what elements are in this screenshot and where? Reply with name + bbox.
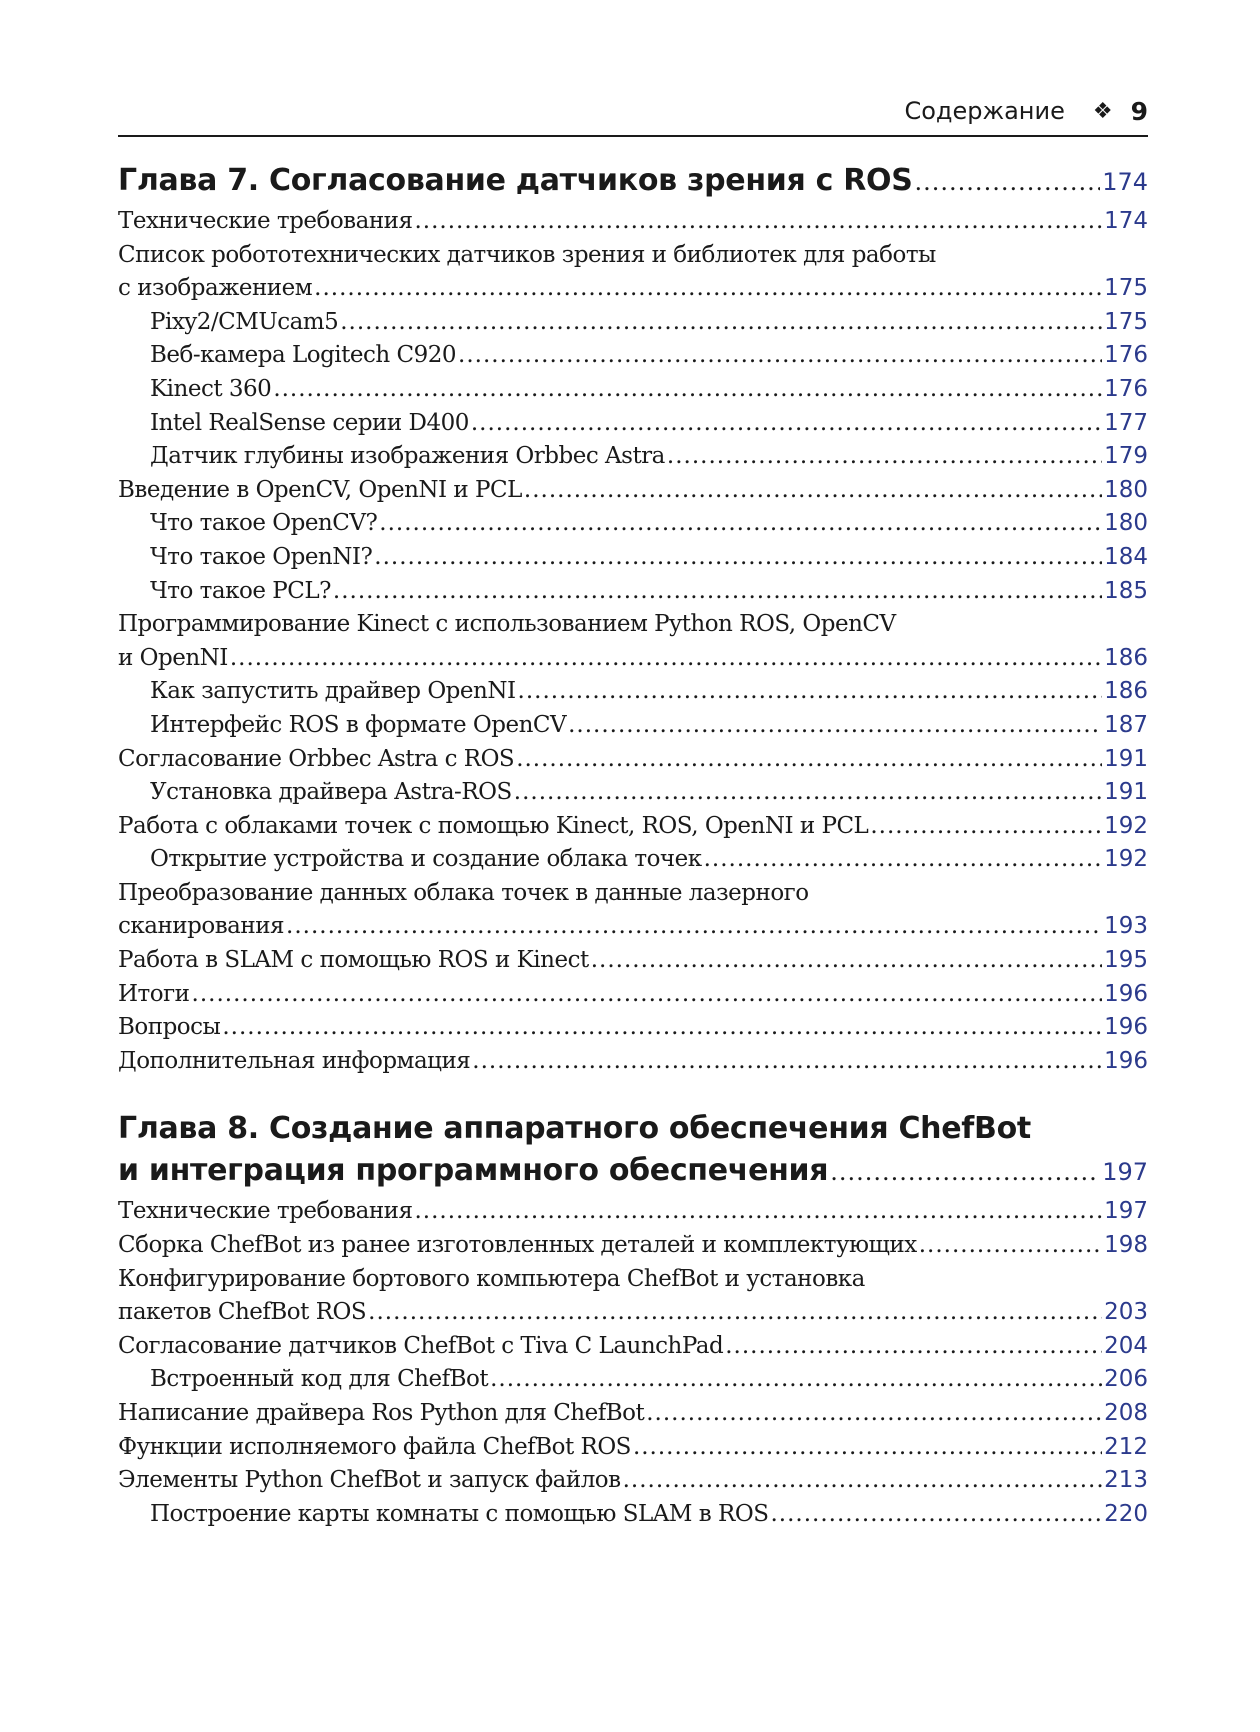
chapter-title: Глава 8. Создание аппаратного обеспечения ChefBot [118, 1111, 1031, 1147]
entry-row [118, 1045, 1148, 1079]
entry-page-number: 197 [1104, 1198, 1148, 1225]
entry-row [118, 474, 1148, 508]
entry-page-number: 206 [1104, 1366, 1148, 1393]
toc-entry[interactable] [118, 507, 1148, 541]
entry-row [118, 944, 1148, 978]
dot-leader [830, 1151, 1100, 1193]
entry-page-number: 193 [1104, 913, 1148, 940]
toc-entry[interactable] [118, 474, 1148, 508]
toc-entry[interactable] [118, 810, 1148, 844]
toc-entry[interactable] [118, 743, 1148, 777]
entry-row [118, 1229, 1148, 1263]
entry-row [118, 1498, 1148, 1532]
entry-page-number: 174 [1104, 208, 1148, 234]
entry-title: Работа с облаками точек с помощью Kinect, ROS, OpenNI и PCL [118, 812, 869, 839]
entry-page-number: 186 [1104, 678, 1148, 705]
dot-leader [514, 776, 1102, 810]
toc-entry[interactable] [118, 675, 1148, 709]
toc-entry[interactable] [118, 1263, 1148, 1330]
dot-leader [568, 709, 1102, 743]
entry-page-number: 180 [1104, 510, 1148, 537]
entry-row [118, 843, 1148, 877]
entry-page-number: 203 [1104, 1299, 1148, 1326]
dot-leader [379, 507, 1102, 541]
entry-row [118, 709, 1148, 743]
entry-title: Установка драйвера Astra-ROS [150, 779, 512, 806]
entry-page-number: 179 [1104, 443, 1148, 470]
toc-entry[interactable] [118, 407, 1148, 441]
entry-title: Что такое OpenNI? [150, 543, 373, 570]
entry-page-number: 198 [1104, 1232, 1148, 1259]
entry-page-number: 186 [1104, 644, 1148, 671]
entry-title: Что такое OpenCV? [150, 510, 378, 537]
entry-title: Открытие устройства и создание облака точек [150, 846, 702, 873]
entry-page-number: 177 [1104, 409, 1148, 436]
entry-title: Преобразование данных облака точек в данные лазерного [118, 879, 809, 906]
toc-entry[interactable] [118, 877, 1148, 944]
entry-row [118, 1011, 1148, 1045]
entry-page-number: 196 [1104, 1047, 1148, 1074]
entry-row [118, 743, 1148, 777]
entry-row [118, 373, 1148, 407]
entry-title: Итоги [118, 980, 190, 1007]
entry-page-number: 187 [1104, 711, 1148, 738]
entry-title: Введение в OpenCV, OpenNI и PCL [118, 476, 522, 503]
entry-row [118, 675, 1148, 709]
entry-title: Веб-камера Logitech C920 [150, 342, 457, 369]
chapter-title: Глава 7. Согласование датчиков зрения с ROS [118, 163, 913, 198]
entry-title: Kinect 360 [150, 375, 272, 402]
entry-row [118, 1195, 1148, 1229]
entry-page-number: 184 [1104, 543, 1148, 570]
entry-title: Датчик глубины изображения Orbbec Astra [150, 443, 665, 470]
dot-leader [524, 474, 1102, 508]
entry-title: Как запустить драйвер OpenNI [150, 678, 516, 705]
page-number: 9 [1130, 96, 1148, 126]
entry-title: Функции исполняемого файла ChefBot ROS [118, 1433, 631, 1460]
dot-leader [471, 407, 1102, 441]
section-title: Содержание [904, 97, 1065, 125]
entry-page-number: 192 [1104, 812, 1148, 839]
entry-title: Программирование Kinect с использованием Python ROS, OpenCV [118, 611, 896, 638]
dot-leader [704, 843, 1102, 877]
entry-title: Построение карты комнаты с помощью SLAM в ROS [150, 1500, 769, 1527]
entry-title: Список робототехнических датчиков зрения и библиотек для работы [118, 241, 936, 268]
entry-page-number: 220 [1104, 1500, 1148, 1527]
header-rule [118, 135, 1148, 137]
toc-entry[interactable] [118, 1195, 1148, 1229]
entry-page-number: 180 [1104, 476, 1148, 503]
toc-entry[interactable] [118, 776, 1148, 810]
dot-leader [915, 161, 1101, 203]
entry-row [118, 1397, 1148, 1431]
chapter-section [118, 160, 1148, 1078]
chapter-page-number: 174 [1102, 168, 1148, 196]
chapter-page-number: 197 [1102, 1158, 1148, 1187]
entry-page-number: 195 [1104, 947, 1148, 974]
entry-page-number: 185 [1104, 577, 1148, 604]
entry-title: Написание драйвера Ros Python для ChefBot [118, 1400, 645, 1426]
toc-entry[interactable] [118, 1397, 1148, 1431]
toc-entry[interactable] [118, 978, 1148, 1012]
toc-entry[interactable] [118, 1330, 1148, 1364]
toc-entry[interactable] [118, 608, 1148, 675]
entry-page-number: 196 [1104, 1014, 1148, 1041]
entry-title: Согласование датчиков ChefBot с Tiva C LaunchPad [118, 1332, 724, 1359]
entry-row [118, 205, 1148, 239]
dot-leader [870, 810, 1102, 844]
dot-leader [415, 1195, 1103, 1229]
dot-leader [333, 575, 1102, 609]
dot-leader [646, 1397, 1102, 1431]
entry-page-number: 176 [1104, 375, 1148, 402]
dot-leader [222, 1011, 1102, 1045]
entry-page-number: 176 [1104, 342, 1148, 369]
entry-page-number: 192 [1104, 846, 1148, 873]
toc-entry[interactable] [118, 1045, 1148, 1079]
entry-row [118, 1464, 1148, 1498]
toc-entry[interactable] [118, 541, 1148, 575]
entry-row [118, 306, 1148, 340]
entry-title: Элементы Python ChefBot и запуск файлов [118, 1467, 621, 1494]
entry-row [118, 407, 1148, 441]
entry-title: Конфигурирование бортового компьютера ChefBot и установка [118, 1265, 865, 1292]
entry-page-number: 175 [1104, 275, 1148, 302]
entry-title: Pixy2/CMUcam5 [150, 308, 339, 335]
dot-leader [919, 1229, 1102, 1263]
dot-leader [633, 1431, 1102, 1465]
dot-leader [192, 978, 1103, 1012]
entry-row [118, 910, 1148, 944]
dot-leader [591, 944, 1102, 978]
running-header [118, 90, 1148, 132]
toc-entry[interactable] [118, 1431, 1148, 1465]
toc-entry[interactable] [118, 205, 1148, 239]
entry-row [118, 1431, 1148, 1465]
toc-entry[interactable] [118, 709, 1148, 743]
toc-entry[interactable] [118, 306, 1148, 340]
dot-leader [286, 910, 1102, 944]
toc-entry[interactable] [118, 1464, 1148, 1498]
entry-title: с изображением [118, 275, 313, 302]
dot-leader [770, 1498, 1102, 1532]
chapter-heading[interactable] [118, 160, 1148, 203]
entry-page-number: 208 [1104, 1400, 1148, 1426]
toc-entry[interactable] [118, 575, 1148, 609]
entry-page-number: 175 [1104, 308, 1148, 335]
dot-leader [340, 306, 1102, 340]
toc-entry[interactable] [118, 373, 1148, 407]
entry-title: Интерфейс ROS в формате OpenCV [150, 711, 567, 738]
chapter-section [118, 1108, 1148, 1531]
entry-title: Вопросы [118, 1014, 221, 1041]
dot-leader [667, 440, 1102, 474]
dot-leader [725, 1330, 1102, 1364]
entry-page-number: 204 [1104, 1332, 1148, 1359]
toc-entry[interactable] [118, 1011, 1148, 1045]
entry-row [118, 575, 1148, 609]
toc-entry[interactable] [118, 1363, 1148, 1397]
entry-page-number: 191 [1104, 779, 1148, 806]
dot-leader [415, 205, 1103, 239]
entry-row [118, 810, 1148, 844]
dot-leader [623, 1464, 1102, 1498]
toc-entry[interactable] [118, 1498, 1148, 1532]
toc-entry[interactable] [118, 440, 1148, 474]
entry-title: Intel RealSense серии D400 [150, 409, 469, 436]
dot-leader [368, 1296, 1102, 1330]
entry-row [118, 978, 1148, 1012]
dot-leader [490, 1363, 1102, 1397]
table-of-contents [118, 160, 1148, 1531]
ornament-icon: ❖ [1092, 98, 1113, 124]
entry-title: Работа в SLAM с помощью ROS и Kinect [118, 947, 589, 974]
entry-row [118, 541, 1148, 575]
entry-page-number: 191 [1104, 745, 1148, 772]
entry-title: Технические требования [118, 208, 413, 234]
toc-entry[interactable] [118, 1229, 1148, 1263]
dot-leader [314, 272, 1102, 306]
entry-title: пакетов ChefBot ROS [118, 1299, 367, 1326]
entry-row [118, 1296, 1148, 1330]
dot-leader [374, 541, 1102, 575]
toc-entry[interactable] [118, 239, 1148, 306]
dot-leader [518, 675, 1103, 709]
dot-leader [472, 1045, 1102, 1079]
entry-title: Что такое PCL? [150, 577, 331, 604]
entry-row [118, 776, 1148, 810]
entry-title: Сборка ChefBot из ранее изготовленных деталей и комплектующих [118, 1232, 917, 1259]
entry-page-number: 213 [1104, 1467, 1148, 1494]
chapter-heading[interactable] [118, 1150, 1148, 1193]
entry-title: и OpenNI [118, 644, 228, 671]
entry-title: сканирования [118, 913, 285, 940]
dot-leader [516, 743, 1102, 777]
dot-leader [273, 373, 1102, 407]
entry-row [118, 1330, 1148, 1364]
entry-row [118, 1363, 1148, 1397]
entry-row [118, 339, 1148, 373]
entry-row [118, 507, 1148, 541]
entry-row [118, 440, 1148, 474]
entry-title: Согласование Orbbec Astra с ROS [118, 745, 515, 772]
dot-leader [458, 339, 1102, 373]
entry-row [118, 642, 1148, 676]
entry-title: Встроенный код для ChefBot [150, 1366, 489, 1393]
toc-entry[interactable] [118, 944, 1148, 978]
toc-entry[interactable] [118, 843, 1148, 877]
entry-title: Дополнительная информация [118, 1047, 471, 1074]
toc-entry[interactable] [118, 339, 1148, 373]
entry-page-number: 196 [1104, 980, 1148, 1007]
entry-row [118, 272, 1148, 306]
entry-page-number: 212 [1104, 1433, 1148, 1460]
chapter-title: и интеграция программного обеспечения [118, 1153, 829, 1189]
dot-leader [230, 642, 1102, 676]
entry-title: Технические требования [118, 1198, 413, 1225]
